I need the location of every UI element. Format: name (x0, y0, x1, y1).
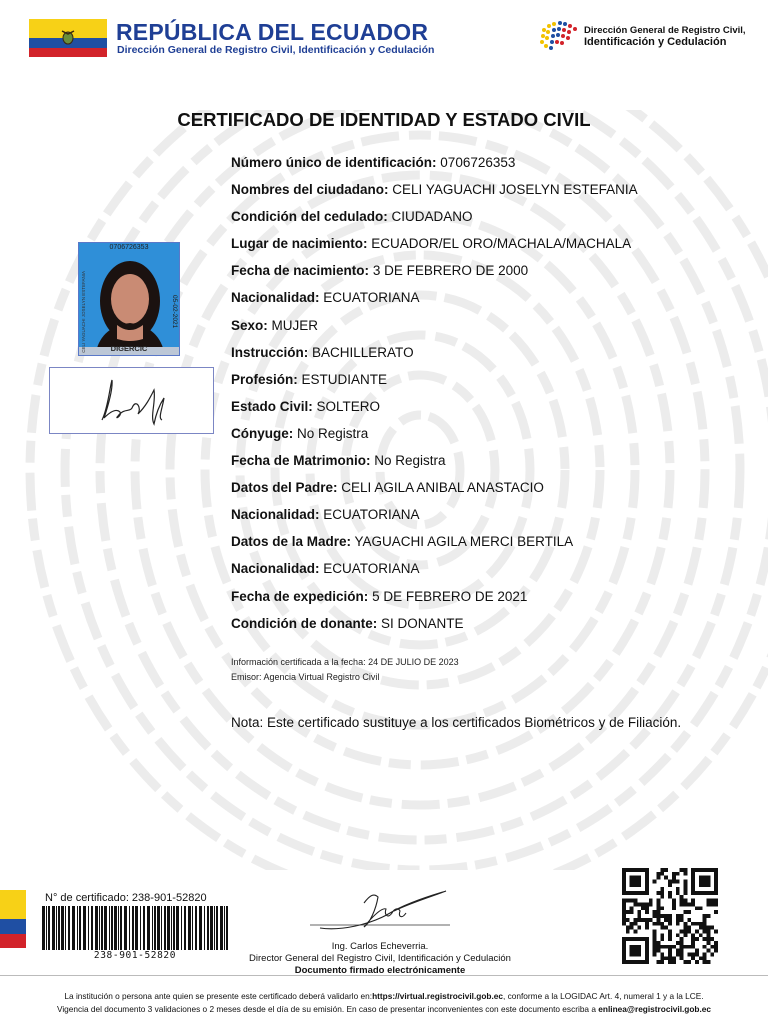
field-label: Nacionalidad: (231, 561, 320, 577)
photo-issuer: DIGERCIC (110, 344, 148, 353)
director-signature (300, 873, 460, 943)
electronic-signature-note: Documento firmado electrónicamente (294, 965, 466, 976)
validation-url: https://virtual.registrocivil.gob.ec (372, 991, 503, 1001)
field-label: Sexo: (231, 317, 268, 333)
field-value: ECUATORIANA (323, 561, 420, 577)
country-title: REPÚBLICA DEL ECUADOR (116, 19, 429, 45)
field-label: Cónyuge: (231, 425, 294, 441)
field-row (231, 209, 751, 236)
field-row (231, 155, 751, 182)
contact-email: enlinea@registrocivil.gob.ec (598, 1004, 712, 1014)
field-label: Nombres del ciudadano: (231, 182, 389, 198)
field-row (231, 616, 751, 643)
field-value: CELI YAGUACHI JOSELYN ESTEFANIA (392, 182, 638, 198)
field-value: ESTUDIANTE (301, 371, 388, 387)
certified-date-info: Información certificada a la fecha: 24 DE JULIO DE 2023 (231, 657, 459, 667)
citizen-photo (78, 242, 180, 356)
citizen-signature (49, 367, 214, 434)
field-label: Datos del Padre: (231, 480, 338, 496)
field-label: Condición del cedulado: (231, 209, 388, 225)
qr-code (620, 868, 720, 964)
field-value: 3 DE FEBRERO DE 2000 (372, 263, 529, 279)
field-value: YAGUACHI AGILA MERCI BERTILA (354, 534, 574, 550)
certificate-number: N° de certificado: 238-901-52820 (45, 892, 207, 904)
director-title: Director General del Registro Civil, Identificación y Cedulación (249, 953, 511, 964)
field-label: Nacionalidad: (231, 507, 320, 523)
field-label: Condición de donante: (231, 615, 378, 631)
field-row (231, 182, 751, 209)
field-value: No Registra (374, 453, 446, 469)
field-row (231, 236, 751, 263)
coat-of-arms-icon (61, 28, 75, 46)
field-row (231, 534, 751, 561)
barcode-text: 238-901-52820 (93, 950, 177, 961)
field-value: CELI AGILA ANIBAL ANASTACIO (341, 480, 544, 496)
note-text: Nota: Este certificado sustituye a los certificados Biométricos y de Filiación. (231, 715, 682, 730)
field-row (231, 290, 751, 317)
footer-line2: Vigencia del documento 3 validaciones o 2 meses desde el día de su emisión. En caso de presentar inconvenientes con este documento escriba a enlinea@registrocivil.gob.ec (56, 1004, 712, 1014)
field-value: No Registra (297, 425, 369, 441)
field-label: Instrucción: (231, 344, 309, 360)
field-value: BACHILLERATO (312, 344, 414, 360)
logo-text-line2: Identificación y Cedulación (584, 36, 727, 48)
field-value: 5 DE FEBRERO DE 2021 (372, 588, 528, 604)
agency-subtitle: Dirección General de Registro Civil, Identificación y Cedulación (117, 44, 435, 56)
field-label: Lugar de nacimiento: (231, 236, 368, 252)
field-row (231, 345, 751, 372)
field-value: ECUATORIANA (323, 507, 420, 523)
field-label: Fecha de expedición: (231, 588, 369, 604)
certificate-fields (231, 155, 751, 643)
footer-divider (0, 975, 768, 976)
field-value: 0706726353 (440, 155, 516, 170)
field-row (231, 453, 751, 480)
field-value: ECUADOR/EL ORO/MACHALA/MACHALA (371, 236, 632, 252)
ecuador-flag (29, 19, 107, 57)
logo-text-line1: Dirección General de Registro Civil, (584, 25, 746, 36)
field-row (231, 507, 751, 534)
field-label: Datos de la Madre: (231, 534, 352, 550)
footer-line1: La institución o persona ante quien se presente este certificado deberá validarlo en:https://virtual.registrocivil.gob.ec, conforme a la LOGIDAC Art. 4, numeral 1 y a la LCE. (64, 991, 704, 1001)
field-label: Estado Civil: (231, 398, 313, 414)
field-value: SOLTERO (316, 398, 381, 414)
field-row (231, 561, 751, 588)
registro-civil-logo (534, 16, 584, 58)
field-value: CIUDADANO (391, 209, 473, 225)
photo-date: 05-02-2021 (171, 295, 178, 329)
photo-vertical-name: CELI YAGUACHI JOSELYN ESTEFANIA (81, 271, 86, 353)
photo-id-number: 0706726353 (109, 244, 149, 251)
field-row (231, 480, 751, 507)
field-label: Profesión: (231, 371, 298, 387)
field-label: Fecha de Matrimonio: (231, 453, 371, 469)
field-row (231, 372, 751, 399)
field-label: Nacionalidad: (231, 290, 320, 306)
flag-stripe (0, 890, 26, 948)
field-row (231, 426, 751, 453)
field-row (231, 263, 751, 290)
field-value: SI DONANTE (381, 615, 464, 631)
emisor-info: Emisor: Agencia Virtual Registro Civil (231, 672, 380, 682)
field-row (231, 399, 751, 426)
field-label: Fecha de nacimiento: (231, 263, 370, 279)
field-value: MUJER (271, 317, 319, 333)
field-row (231, 318, 751, 345)
director-name: Ing. Carlos Echeverria. (331, 941, 429, 952)
field-value: ECUATORIANA (323, 290, 420, 306)
field-row (231, 589, 751, 616)
document-title: CERTIFICADO DE IDENTIDAD Y ESTADO CIVIL (177, 109, 591, 130)
field-label: Número único de identificación: (231, 155, 437, 170)
